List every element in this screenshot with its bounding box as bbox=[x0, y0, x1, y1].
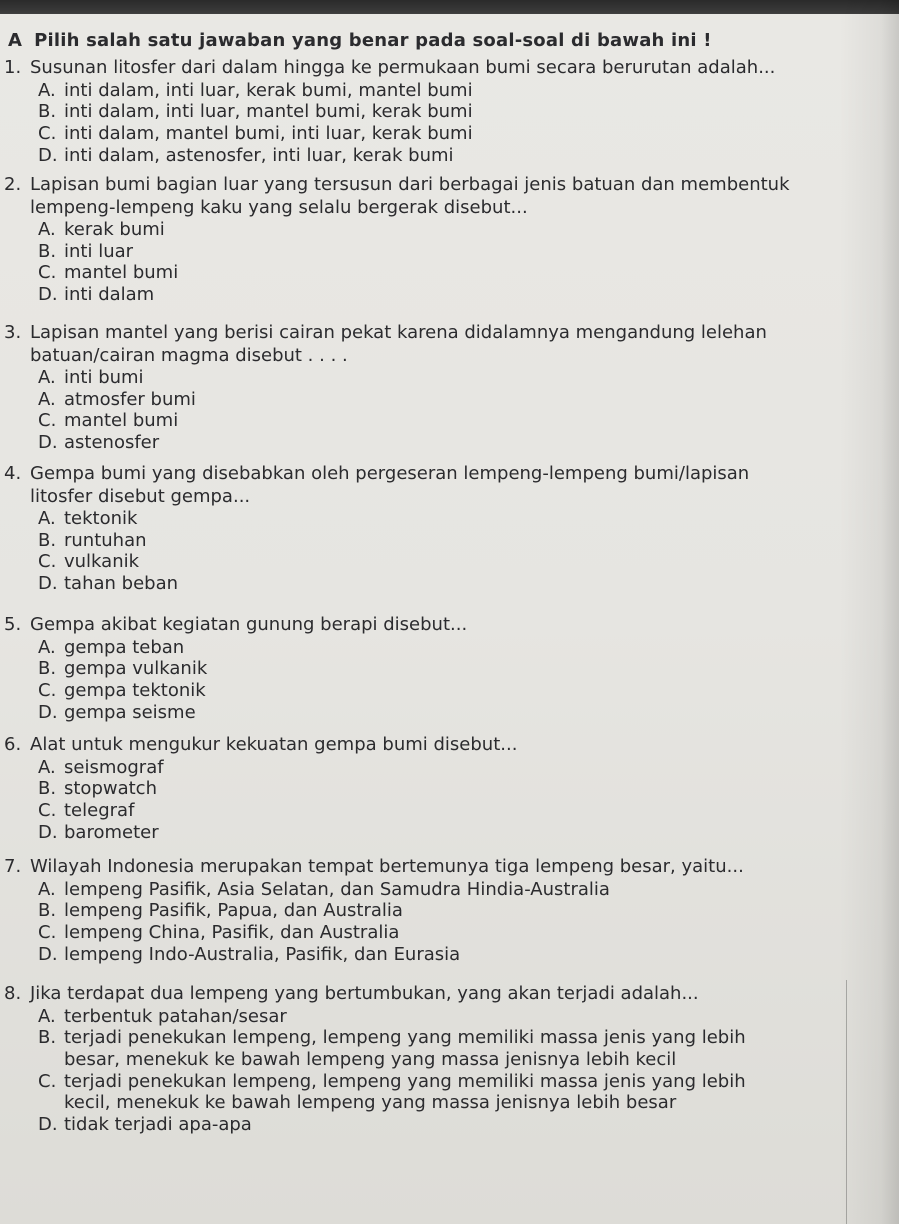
instruction-text: Pilih salah satu jawaban yang benar pada soal-soal di bawah ini ! bbox=[34, 30, 712, 51]
answer-option bbox=[38, 389, 196, 410]
option-text: inti bumi bbox=[64, 367, 144, 388]
option-text-continued: besar, menekuk ke bawah lempeng yang massa jenisnya lebih kecil bbox=[64, 1048, 677, 1070]
option-text: inti dalam bbox=[64, 284, 155, 306]
question-number: 2. bbox=[4, 174, 22, 195]
answer-option bbox=[38, 922, 399, 943]
answer-option bbox=[38, 1071, 746, 1092]
answer-option bbox=[38, 573, 178, 594]
option-text: inti dalam, astenosfer, inti luar, kerak bumi bbox=[64, 144, 454, 166]
question-number: 1. bbox=[4, 57, 22, 78]
option-letter: B. bbox=[38, 900, 57, 922]
option-text: inti dalam, inti luar, mantel bumi, kerak bumi bbox=[64, 101, 473, 123]
question-number: 7. bbox=[4, 856, 22, 877]
answer-option bbox=[38, 702, 196, 723]
answer-option bbox=[38, 778, 157, 799]
answer-option bbox=[38, 879, 610, 900]
option-letter: C. bbox=[38, 799, 57, 821]
question-text: Gempa akibat kegiatan gunung berapi disebut... bbox=[30, 614, 468, 635]
option-text: mantel bumi bbox=[64, 262, 179, 284]
option-letter: C. bbox=[38, 262, 57, 284]
option-letter: A. bbox=[38, 508, 56, 529]
answer-option bbox=[38, 262, 178, 283]
option-letter: D. bbox=[38, 821, 58, 843]
option-letter: A. bbox=[38, 79, 56, 101]
answer-option bbox=[38, 680, 206, 701]
option-letter: D. bbox=[38, 701, 58, 723]
option-text: tidak terjadi apa-apa bbox=[64, 1114, 252, 1135]
option-text: seismograf bbox=[64, 756, 164, 778]
answer-option bbox=[38, 551, 139, 572]
option-text: barometer bbox=[64, 821, 159, 843]
option-letter: D. bbox=[38, 144, 58, 166]
question-text: Wilayah Indonesia merupakan tempat bertemunya tiga lempeng besar, yaitu... bbox=[30, 856, 744, 877]
option-text: lempeng China, Pasifik, dan Australia bbox=[64, 921, 400, 943]
option-letter: A. bbox=[38, 1005, 56, 1027]
answer-option bbox=[38, 944, 460, 965]
option-letter: D. bbox=[38, 432, 58, 454]
answer-option bbox=[38, 530, 147, 551]
question-number: 5. bbox=[4, 614, 22, 635]
option-letter: A. bbox=[38, 636, 56, 658]
question-text: Alat untuk mengukur kekuatan gempa bumi disebut... bbox=[30, 734, 518, 755]
question-text: Jika terdapat dua lempeng yang bertumbukan, yang akan terjadi adalah... bbox=[30, 983, 699, 1004]
answer-option bbox=[38, 241, 133, 262]
option-text: gempa seisme bbox=[64, 701, 196, 723]
answer-option bbox=[38, 145, 454, 166]
option-letter: C. bbox=[38, 551, 57, 573]
answer-option bbox=[38, 432, 159, 453]
question-number: 4. bbox=[4, 463, 22, 484]
option-letter: A. bbox=[38, 367, 56, 388]
option-letter: C. bbox=[38, 1070, 57, 1092]
question-text: batuan/cairan magma disebut . . . . bbox=[30, 344, 348, 366]
question-number: 8. bbox=[4, 983, 22, 1004]
option-text: tahan beban bbox=[64, 573, 179, 595]
answer-option bbox=[38, 900, 403, 921]
option-letter: B. bbox=[38, 529, 57, 551]
answer-option bbox=[38, 219, 165, 240]
question-text: Susunan litosfer dari dalam hingga ke permukaan bumi secara berurutan adalah... bbox=[30, 57, 776, 78]
question-number: 3. bbox=[4, 322, 22, 343]
option-letter: C. bbox=[38, 122, 57, 144]
option-letter: A. bbox=[38, 388, 56, 410]
option-letter: C. bbox=[38, 921, 57, 943]
option-text: stopwatch bbox=[64, 778, 157, 800]
option-letter: B. bbox=[38, 101, 57, 123]
option-text: vulkanik bbox=[64, 551, 140, 573]
question-text: Lapisan bumi bagian luar yang tersusun dari berbagai jenis batuan dan membentuk bbox=[30, 174, 790, 195]
option-text: terjadi penekukan lempeng, lempeng yang memiliki massa jenis yang lebih bbox=[64, 1027, 746, 1049]
option-text: lempeng Indo-Australia, Pasifik, dan Eurasia bbox=[64, 943, 461, 965]
answer-option bbox=[38, 1114, 252, 1135]
option-text: gempa vulkanik bbox=[64, 658, 208, 680]
option-text: kerak bumi bbox=[64, 219, 165, 240]
option-letter: B. bbox=[38, 1027, 57, 1049]
option-text: terjadi penekukan lempeng, lempeng yang memiliki massa jenis yang lebih bbox=[64, 1070, 746, 1092]
option-text: gempa tektonik bbox=[64, 679, 206, 701]
answer-option bbox=[38, 658, 207, 679]
answer-option bbox=[38, 508, 137, 529]
question-number: 6. bbox=[4, 734, 22, 755]
answer-option bbox=[38, 1006, 287, 1027]
answer-option bbox=[38, 101, 473, 122]
option-letter: B. bbox=[38, 240, 57, 262]
answer-option bbox=[38, 757, 164, 778]
option-letter: A. bbox=[38, 219, 56, 240]
answer-option bbox=[38, 1027, 746, 1048]
option-letter: C. bbox=[38, 410, 57, 432]
option-letter: D. bbox=[38, 1114, 58, 1135]
answer-option bbox=[38, 367, 144, 388]
option-letter: C. bbox=[38, 679, 57, 701]
answer-option bbox=[38, 80, 473, 101]
option-letter: B. bbox=[38, 658, 57, 680]
option-text: tektonik bbox=[64, 508, 138, 529]
option-text: gempa teban bbox=[64, 636, 185, 658]
option-text: inti luar bbox=[64, 240, 134, 262]
option-letter: D. bbox=[38, 284, 58, 306]
option-letter: A. bbox=[38, 756, 56, 778]
option-text: terbentuk patahan/sesar bbox=[64, 1005, 287, 1027]
answer-option bbox=[38, 410, 178, 431]
option-letter: D. bbox=[38, 573, 58, 595]
option-text: inti dalam, mantel bumi, inti luar, kerak bumi bbox=[64, 122, 473, 144]
section-marker: A bbox=[8, 30, 23, 51]
option-text: lempeng Pasifik, Asia Selatan, dan Samudra Hindia-Australia bbox=[64, 878, 610, 900]
option-text: atmosfer bumi bbox=[64, 388, 196, 410]
question-text: Gempa bumi yang disebabkan oleh pergeseran lempeng-lempeng bumi/lapisan bbox=[30, 463, 750, 484]
answer-option bbox=[38, 284, 154, 305]
option-text: mantel bumi bbox=[64, 410, 179, 432]
option-text: astenosfer bbox=[64, 432, 160, 454]
option-letter: A. bbox=[38, 878, 56, 900]
answer-option bbox=[38, 822, 159, 843]
answer-option bbox=[38, 123, 473, 144]
answer-option bbox=[38, 800, 134, 821]
option-letter: B. bbox=[38, 778, 57, 800]
option-text: inti dalam, inti luar, kerak bumi, mantel bumi bbox=[64, 79, 473, 101]
instruction-heading bbox=[8, 30, 712, 51]
question-text: Lapisan mantel yang berisi cairan pekat karena didalamnya mengandung lelehan bbox=[30, 322, 767, 343]
option-text: telegraf bbox=[64, 799, 135, 821]
answer-option bbox=[38, 637, 184, 658]
question-text: lempeng-lempeng kaku yang selalu bergerak disebut... bbox=[30, 196, 528, 218]
option-letter: D. bbox=[38, 943, 58, 965]
option-text: lempeng Pasifik, Papua, dan Australia bbox=[64, 900, 403, 922]
question-text: litosfer disebut gempa... bbox=[30, 485, 251, 507]
option-text: runtuhan bbox=[64, 529, 147, 551]
option-text-continued: kecil, menekuk ke bawah lempeng yang massa jenisnya lebih besar bbox=[64, 1092, 677, 1114]
